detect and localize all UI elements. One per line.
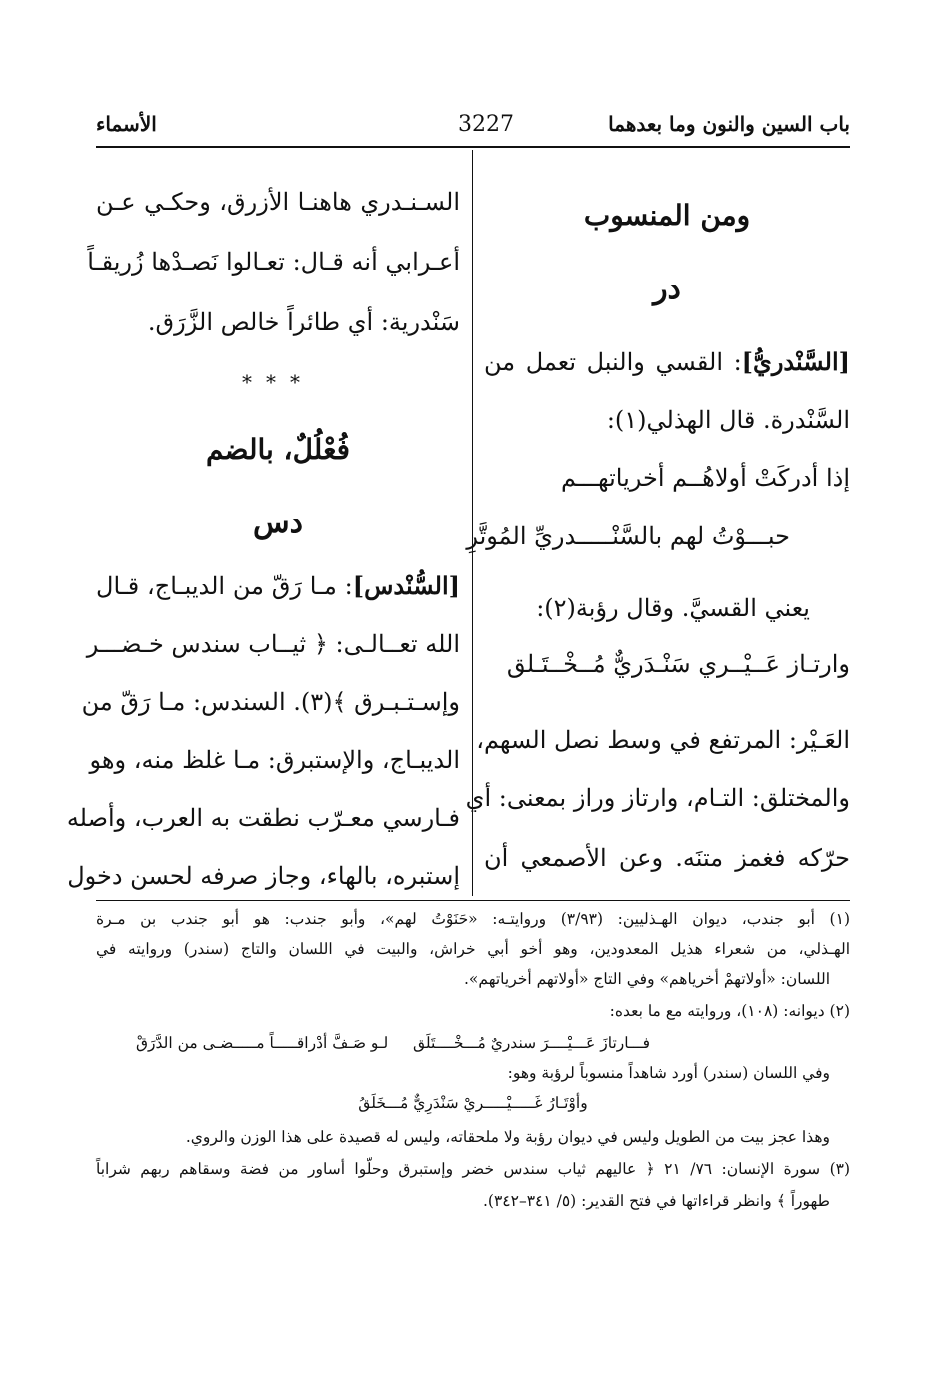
verse-line: حبـــوْتُ لهم بالسَّنْـــــدريِّ المُوتَّرِ xyxy=(466,522,790,550)
footnote-2: (٢) ديوانه: (١٠٨)، وروايته مع ما بعده: xyxy=(609,1002,850,1020)
entry-line xyxy=(484,347,850,376)
lemma: [السُّنْدس] xyxy=(352,571,460,600)
entry-line: سَنْدرية: أي طائراً خالص الزَّرَق. xyxy=(147,308,460,336)
page-number: 3227 xyxy=(458,112,514,137)
footnote-line: وفي اللسان (سندر) أورد شاهداً منسوباً لرؤبة وهو: xyxy=(507,1064,830,1082)
lemma: [السَّنْدريُّ] xyxy=(741,347,850,376)
entry-line: العَـيْر: المرتفع في وسط نصل السهم، xyxy=(476,726,850,754)
entry-line: الله تعــالـى: ﴿ ثيــاب سندس خـضـــر xyxy=(86,630,460,658)
verse-hemistich: فـــارتازَ عَـــيْــــرَ سندريٌ مُـــخْــــتَلَق xyxy=(412,1034,650,1052)
root-heading: در xyxy=(653,271,681,306)
entry-line: أعـرابي أنه قـال: تعـالوا نَصـدْها زُريقـاً xyxy=(87,248,460,276)
section-heading: فُعْلُلٌ، بالضم xyxy=(206,433,350,466)
verse-line: إذا أدركَتْ أولاهُــم أخرياتهـــم xyxy=(560,464,850,492)
footnote-line: اللسان: «أولاتهمْ أخرياهم» وفي التاج «أولاتهم أخرياتهم». xyxy=(463,970,830,988)
entry-line: حرّكه فغمز متنَه. وعن الأصمعي أن xyxy=(484,844,850,872)
verse-hemistich: لـو صَـفَّ أدْراقـــــاً مـــــضـى من الدَّرَقْ xyxy=(136,1034,389,1052)
entry-line xyxy=(96,571,460,600)
footnote-1: (١) أبو جندب، ديوان الهـذليين: (٣/٩٣) وروايتـه: «حَنَوْتُ لهم»، وأبو جندب: هو أبو جندب بن مـرة xyxy=(96,910,850,928)
entry-line: يعني القسيَّ. وقال رؤبة(٢): xyxy=(536,594,810,622)
footnote-verse: وأوْتَـارُ غَـــــيْـــــريْ سَنْدَرِيٌّ مُـــخَلَقُ xyxy=(358,1094,588,1112)
entry-text: : مـا رَقّ من الديبـاج، قـال xyxy=(96,572,353,600)
entry-line: السَّنْدرة. قال الهذلي(١): xyxy=(606,406,850,434)
section-heading: ومن المنسوب xyxy=(583,199,751,232)
header-rule xyxy=(96,146,850,148)
footnote-3: (٣) سورة الإنسان: ٧٦/ ٢١ ﴿ عاليهم ثياب سندس خضر وإستبرق وحلّوا أساور من فضة وسقاهم ربهم شراباً xyxy=(96,1160,851,1178)
chapter-title: باب السين والنون وما بعدهما xyxy=(608,112,850,136)
entry-line: إستبره، بالهاء، وجاز صرفه لحسن دخول xyxy=(67,862,460,890)
verse-line: وارتـاز عَــيْــري سَنْـدَريٌّ مُــخْــتَـلق xyxy=(506,650,850,678)
root-heading: دس xyxy=(253,505,303,540)
footnote-line: الهـذلي، من شعراء هذيل المعدودين، وهو أخو أبي خراش، والبيت في اللسان والتاج (سندر) وروايته في xyxy=(96,940,850,958)
running-header xyxy=(96,112,850,148)
entry-text: : القسي والنبل تعمل من xyxy=(484,348,742,376)
entry-line: السـنـدري هاهنـا الأزرق، وحكـي عـن xyxy=(96,188,460,216)
section-separator: *** xyxy=(242,370,314,394)
entry-line: وإسـتـبـرق ﴾(٣). السندس: مـا رَقّ من xyxy=(81,688,460,716)
footnote-line: وهذا عجز بيت من الطويل وليس في ديوان رؤبة ولا ملحقاته، وليس له قصيدة على هذا الوزن والروي. xyxy=(185,1128,830,1146)
entry-line: الديبـاج، والإستبرق: مـا غلظ منه، وهو xyxy=(89,746,460,774)
entry-line: والمختلق: التـام، وارتاز وراز بمعنى: أي xyxy=(465,784,850,812)
footnote-line: طهوراً ﴾ وانظر قراءاتها في فتح القدير: (٥/ ٣٤١–٣٤٢). xyxy=(482,1192,830,1210)
section-title: الأسماء xyxy=(96,112,157,136)
footnote-rule xyxy=(96,900,850,901)
entry-line: فـارسي معـرّب نطقت به العرب، وأصله xyxy=(66,804,460,832)
